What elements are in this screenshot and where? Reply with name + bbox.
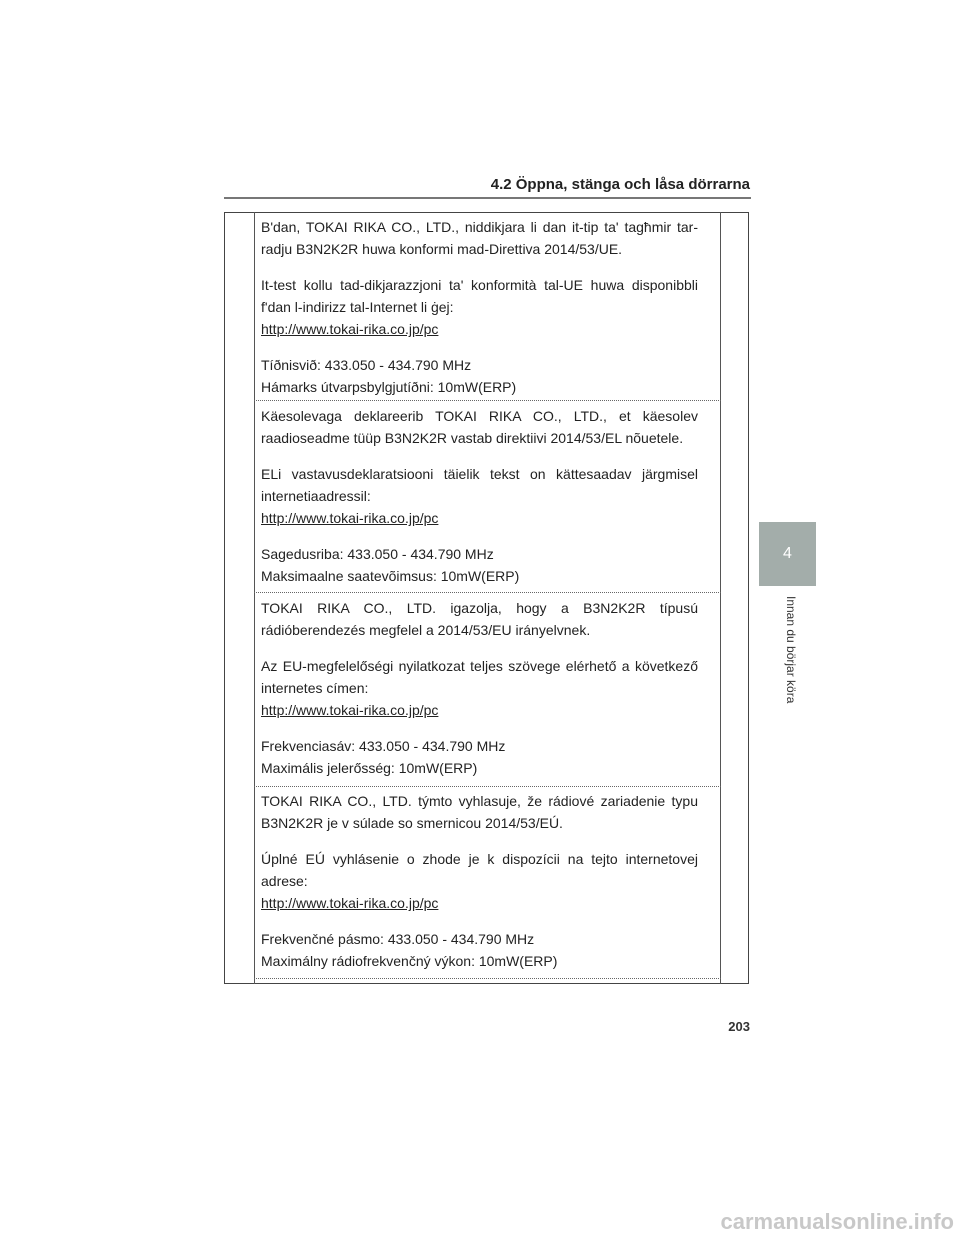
power-text: Maximálny rádiofrekvenčný výkon: 10mW(ERP): [261, 953, 558, 969]
frequency-text: Frekvenčné pásmo: 433.050 - 434.790 MHz: [261, 931, 535, 947]
header-rule: [224, 197, 751, 199]
section-divider: [254, 592, 721, 593]
power-text: Maximális jelerősség: 10mW(ERP): [261, 760, 478, 776]
declaration-section-et: [261, 405, 698, 587]
chapter-side-label: Innan du börjar köra: [784, 596, 798, 704]
declaration-link[interactable]: http://www.tokai-rika.co.jp/pc: [261, 702, 439, 718]
statement-text: TOKAI RIKA CO., LTD. igazolja, hogy a B3N2K2R típusú rádióberendezés megfelel a 2014/53/EU irányelvnek.: [261, 600, 698, 638]
frequency-text: Tíðnisvið: 433.050 - 434.790 MHz: [261, 357, 472, 373]
power-text: Hámarks útvarpsbylgjutíðni: 10mW(ERP): [261, 379, 517, 395]
declaration-section-sk: [261, 790, 698, 972]
section-divider: [254, 786, 721, 787]
availability-text: Úplné EÚ vyhlásenie o zhode je k dispozícii na tejto internetovej adrese:: [261, 851, 698, 889]
declaration-section-hu: [261, 597, 698, 779]
statement-text: Käesolevaga deklareerib TOKAI RIKA CO., LTD., et käesolev raadioseadme tüüp B3N2K2R vastab direktiivi 2014/53/EL nõuetele.: [261, 408, 698, 446]
statement-text: TOKAI RIKA CO., LTD. týmto vyhlasuje, že rádiové zariadenie typu B3N2K2R je v súlade so smernicou 2014/53/EÚ.: [261, 793, 698, 831]
declaration-link[interactable]: http://www.tokai-rika.co.jp/pc: [261, 895, 439, 911]
availability-text: ELi vastavusdeklaratsiooni täielik tekst on kättesaadav järgmisel internetiaadressil:: [261, 466, 698, 504]
watermark: carmanualsonline.info: [720, 1209, 954, 1234]
frequency-text: Sagedusriba: 433.050 - 434.790 MHz: [261, 546, 494, 562]
availability-text: Az EU-megfelelőségi nyilatkozat teljes szövege elérhető a következő internetes címen:: [261, 658, 698, 696]
power-text: Maksimaalne saatevõimsus: 10mW(ERP): [261, 568, 520, 584]
statement-text: B'dan, TOKAI RIKA CO., LTD., niddikjara li dan it-tip ta' tagħmir tar-radju B3N2K2R huwa konformi mad-Direttiva 2014/53/UE.: [261, 219, 698, 257]
section-header-title: 4.2 Öppna, stänga och låsa dörrarna: [490, 176, 750, 193]
chapter-tab-number: 4: [783, 545, 792, 562]
availability-text: It-test kollu tad-dikjarazzjoni ta' konformità tal-UE huwa disponibbli f'dan l-indirizz tal-Internet li ġej:: [261, 277, 698, 315]
section-divider: [254, 978, 721, 979]
section-divider: [254, 400, 721, 401]
declaration-section-mt: [261, 216, 698, 398]
declaration-link[interactable]: http://www.tokai-rika.co.jp/pc: [261, 321, 439, 337]
frequency-text: Frekvenciasáv: 433.050 - 434.790 MHz: [261, 738, 506, 754]
declaration-link[interactable]: http://www.tokai-rika.co.jp/pc: [261, 510, 439, 526]
page-number: 203: [728, 1019, 750, 1034]
chapter-tab: [759, 522, 816, 586]
